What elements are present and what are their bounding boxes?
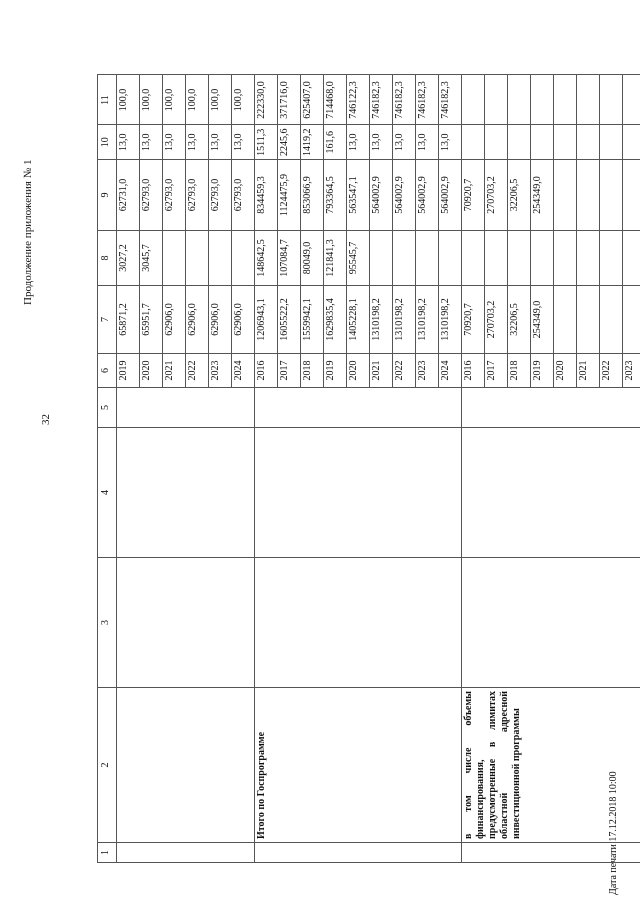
value-cell-c10: 13,0 [370, 125, 393, 160]
value-cell-c9: 254349,0 [531, 160, 554, 231]
value-cell-c11 [462, 75, 485, 125]
value-cell-c11: 746182,3 [393, 75, 416, 125]
value-cell-c11: 100,0 [209, 75, 232, 125]
value-cell-c11: 746182,3 [370, 75, 393, 125]
year-cell: 2017 [278, 354, 301, 388]
value-cell-c8 [577, 231, 600, 286]
table-row [255, 75, 278, 863]
value-cell-c7 [623, 286, 640, 354]
value-cell-c9: 270703,2 [485, 160, 508, 231]
value-cell-c8 [416, 231, 439, 286]
value-cell-c10: 13,0 [186, 125, 209, 160]
value-cell-c7: 62906,0 [209, 286, 232, 354]
code-cell [255, 388, 462, 428]
value-cell-c10 [600, 125, 623, 160]
financing-table [97, 75, 640, 864]
program-name-cell: Итого по Госпрограмме [255, 688, 462, 843]
value-cell-c8 [531, 231, 554, 286]
value-cell-c11: 714468,0 [324, 75, 347, 125]
year-cell: 2017 [485, 354, 508, 388]
value-cell-c8 [600, 231, 623, 286]
value-cell-c11 [554, 75, 577, 125]
value-cell-c7: 62906,0 [186, 286, 209, 354]
value-cell-c10 [462, 125, 485, 160]
value-cell-c8 [232, 231, 255, 286]
value-cell-c10: 161,6 [324, 125, 347, 160]
value-cell-c10: 13,0 [140, 125, 163, 160]
value-cell-c10 [508, 125, 531, 160]
value-cell-c7: 70920,7 [462, 286, 485, 354]
year-cell: 2023 [623, 354, 640, 388]
column-number-cell: 8 [98, 231, 117, 286]
value-cell-c7: 1310198,2 [416, 286, 439, 354]
value-cell-c8 [485, 231, 508, 286]
year-cell: 2022 [393, 354, 416, 388]
value-cell-c7: 254349,0 [531, 286, 554, 354]
value-cell-c7: 1629835,4 [324, 286, 347, 354]
value-cell-c11: 100,0 [232, 75, 255, 125]
year-cell: 2016 [255, 354, 278, 388]
column-number-cell: 1 [98, 843, 117, 863]
value-cell-c11: 222330,0 [255, 75, 278, 125]
value-cell-c9: 1124475,9 [278, 160, 301, 231]
value-cell-c8 [163, 231, 186, 286]
value-cell-c8: 80049,0 [301, 231, 324, 286]
year-cell: 2021 [370, 354, 393, 388]
column-number-cell: 11 [98, 75, 117, 125]
value-cell-c7: 1206943,1 [255, 286, 278, 354]
year-cell: 2018 [301, 354, 324, 388]
value-cell-c9: 62731,0 [117, 160, 140, 231]
value-cell-c8: 95545,7 [347, 231, 370, 286]
value-cell-c8: 148642,5 [255, 231, 278, 286]
value-cell-c9: 793364,5 [324, 160, 347, 231]
value-cell-c10: 13,0 [416, 125, 439, 160]
value-cell-c11: 625407,0 [301, 75, 324, 125]
source-cell [255, 428, 462, 558]
value-cell-c10: 1419,2 [301, 125, 324, 160]
value-cell-c11 [531, 75, 554, 125]
column-number-cell: 10 [98, 125, 117, 160]
value-cell-c11: 371716,0 [278, 75, 301, 125]
value-cell-c10: 13,0 [209, 125, 232, 160]
number-cell [117, 843, 255, 863]
page-number: 32 [40, 414, 52, 425]
value-cell-c11 [577, 75, 600, 125]
value-cell-c10: 13,0 [163, 125, 186, 160]
value-cell-c10: 13,0 [439, 125, 462, 160]
value-cell-c10 [531, 125, 554, 160]
value-cell-c7: 1310198,2 [439, 286, 462, 354]
year-cell: 2016 [462, 354, 485, 388]
year-cell: 2021 [163, 354, 186, 388]
value-cell-c8 [370, 231, 393, 286]
value-cell-c7: 32206,5 [508, 286, 531, 354]
year-cell: 2024 [232, 354, 255, 388]
value-cell-c10 [554, 125, 577, 160]
value-cell-c7: 1310198,2 [370, 286, 393, 354]
value-cell-c7 [600, 286, 623, 354]
value-cell-c8 [186, 231, 209, 286]
value-cell-c11: 100,0 [163, 75, 186, 125]
value-cell-c9: 62793,0 [209, 160, 232, 231]
value-cell-c9: 564002,9 [416, 160, 439, 231]
value-cell-c11: 100,0 [186, 75, 209, 125]
value-cell-c8 [462, 231, 485, 286]
year-cell: 2023 [209, 354, 232, 388]
column-number-cell: 6 [98, 354, 117, 388]
executor-cell [462, 558, 640, 688]
value-cell-c8: 3027,2 [117, 231, 140, 286]
column-number-cell: 7 [98, 286, 117, 354]
value-cell-c7 [554, 286, 577, 354]
table-row [117, 75, 140, 863]
table-row [462, 75, 485, 863]
source-cell [117, 428, 255, 558]
value-cell-c11 [600, 75, 623, 125]
year-cell: 2019 [117, 354, 140, 388]
year-cell: 2024 [439, 354, 462, 388]
value-cell-c7: 1559942,1 [301, 286, 324, 354]
number-cell [462, 843, 640, 863]
year-cell: 2020 [140, 354, 163, 388]
value-cell-c8: 3045,7 [140, 231, 163, 286]
value-cell-c9 [577, 160, 600, 231]
value-cell-c9: 62793,0 [163, 160, 186, 231]
value-cell-c8 [508, 231, 531, 286]
column-number-cell: 4 [98, 428, 117, 558]
year-cell: 2019 [324, 354, 347, 388]
value-cell-c9 [600, 160, 623, 231]
value-cell-c10 [623, 125, 640, 160]
value-cell-c9: 62793,0 [186, 160, 209, 231]
value-cell-c9: 563547,1 [347, 160, 370, 231]
executor-cell [255, 558, 462, 688]
value-cell-c7: 1605522,2 [278, 286, 301, 354]
value-cell-c10: 13,0 [232, 125, 255, 160]
value-cell-c7: 270703,2 [485, 286, 508, 354]
value-cell-c8 [393, 231, 416, 286]
value-cell-c8 [554, 231, 577, 286]
value-cell-c9: 70920,7 [462, 160, 485, 231]
column-number-cell: 2 [98, 688, 117, 843]
value-cell-c11: 746182,3 [416, 75, 439, 125]
value-cell-c7: 62906,0 [163, 286, 186, 354]
value-cell-c7: 62906,0 [232, 286, 255, 354]
value-cell-c11: 100,0 [140, 75, 163, 125]
executor-cell [117, 558, 255, 688]
value-cell-c9: 564002,9 [370, 160, 393, 231]
code-cell [462, 388, 640, 428]
year-cell: 2023 [416, 354, 439, 388]
value-cell-c8: 107084,7 [278, 231, 301, 286]
value-cell-c10 [577, 125, 600, 160]
source-cell [462, 428, 640, 558]
value-cell-c9: 62793,0 [140, 160, 163, 231]
value-cell-c10: 2245,6 [278, 125, 301, 160]
value-cell-c11: 746182,3 [439, 75, 462, 125]
number-cell [255, 843, 462, 863]
value-cell-c8: 121841,3 [324, 231, 347, 286]
value-cell-c9: 853066,9 [301, 160, 324, 231]
value-cell-c9: 62793,0 [232, 160, 255, 231]
year-cell: 2022 [600, 354, 623, 388]
value-cell-c11 [508, 75, 531, 125]
code-cell [117, 388, 255, 428]
value-cell-c8 [623, 231, 640, 286]
value-cell-c10: 13,0 [117, 125, 140, 160]
value-cell-c8 [209, 231, 232, 286]
column-number-cell: 9 [98, 160, 117, 231]
value-cell-c8 [439, 231, 462, 286]
value-cell-c7: 65871,2 [117, 286, 140, 354]
value-cell-c7: 1310198,2 [393, 286, 416, 354]
value-cell-c10: 13,0 [347, 125, 370, 160]
continuation-title: Продолжение приложения № 1 [22, 159, 34, 305]
year-cell: 2020 [554, 354, 577, 388]
value-cell-c10 [485, 125, 508, 160]
value-cell-c7 [577, 286, 600, 354]
column-numbers-row [98, 75, 117, 863]
year-cell: 2020 [347, 354, 370, 388]
value-cell-c7: 65951,7 [140, 286, 163, 354]
column-number-cell: 3 [98, 558, 117, 688]
value-cell-c9: 32206,5 [508, 160, 531, 231]
year-cell: 2019 [531, 354, 554, 388]
column-number-cell: 5 [98, 388, 117, 428]
print-date: Дата печати 17.12.2018 10:00 [608, 771, 619, 895]
program-name-cell [117, 688, 255, 843]
program-name-cell: в том числе объемы финансирования, предусмотренные в лимитах областной адресной инвестиционной программы [462, 688, 640, 843]
year-cell: 2021 [577, 354, 600, 388]
value-cell-c11 [485, 75, 508, 125]
value-cell-c11: 100,0 [117, 75, 140, 125]
value-cell-c9: 564002,9 [439, 160, 462, 231]
year-cell: 2022 [186, 354, 209, 388]
year-cell: 2018 [508, 354, 531, 388]
value-cell-c7: 1405228,1 [347, 286, 370, 354]
value-cell-c9: 564002,9 [393, 160, 416, 231]
value-cell-c10: 13,0 [393, 125, 416, 160]
value-cell-c9 [554, 160, 577, 231]
value-cell-c10: 1511,3 [255, 125, 278, 160]
value-cell-c9: 834459,3 [255, 160, 278, 231]
value-cell-c11: 746122,3 [347, 75, 370, 125]
value-cell-c11 [623, 75, 640, 125]
value-cell-c9 [623, 160, 640, 231]
